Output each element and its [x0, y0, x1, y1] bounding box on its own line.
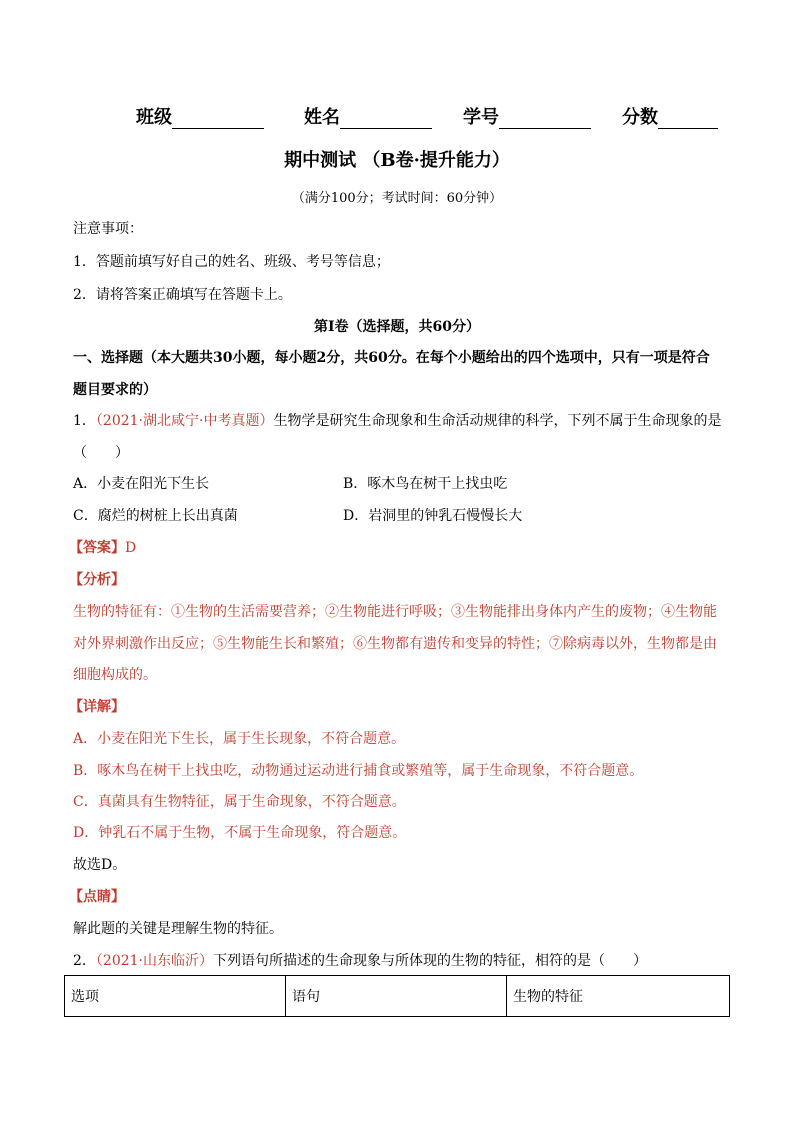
- name-blank[interactable]: [340, 110, 432, 129]
- question-source: （2021·湖北咸宁·中考真题）: [95, 413, 274, 429]
- tip-text: 解此题的关键是理解生物的特征。: [73, 921, 283, 937]
- option-b[interactable]: B．啄木鸟在树干上找虫吃: [343, 476, 508, 492]
- detail-label: 【详解】: [69, 699, 125, 715]
- note-item: 1．答题前填写好自己的姓名、班级、考号等信息；: [73, 254, 390, 270]
- class-blank[interactable]: [172, 110, 264, 129]
- class-field: [136, 103, 264, 129]
- question-text: 下列语句所描述的生命现象与所体现的生物的特征，相符的是（ ）: [213, 953, 648, 969]
- table-header-row: [65, 976, 730, 1017]
- question-number: 1．: [73, 413, 96, 429]
- question-1-stem: [73, 410, 721, 430]
- question-2-stem: [73, 950, 647, 970]
- detail-conclusion: 故选D。: [73, 857, 127, 873]
- section-title: 第I卷（选择题，共60分）: [313, 319, 481, 335]
- table-header-option: 选项: [65, 976, 286, 1017]
- table-header-feature: 生物的特征: [507, 976, 730, 1017]
- detail-text: B．啄木鸟在树干上找虫吃，动物通过运动进行捕食或繁殖等，属于生命现象，不符合题意。: [73, 763, 644, 779]
- analysis-text: 细胞构成的。: [73, 667, 157, 683]
- option-d[interactable]: D．岩洞里的钟乳石慢慢长大: [343, 508, 523, 524]
- student-id-blank[interactable]: [499, 110, 591, 129]
- question-text: 生物学是研究生命现象和生命活动规律的科学，下列不属于生命现象的是: [273, 413, 722, 429]
- detail-text: A．小麦在阳光下生长，属于生长现象，不符合题意。: [73, 731, 406, 747]
- name-field: [304, 103, 432, 129]
- option-a[interactable]: A．小麦在阳光下生长: [73, 476, 210, 492]
- name-label: 姓名: [304, 107, 340, 128]
- question-2-table: [64, 975, 730, 1017]
- score-label: 分数: [622, 107, 658, 128]
- student-id-field: [463, 103, 591, 129]
- answer-paren: （ ）: [73, 445, 129, 461]
- score-blank[interactable]: [658, 110, 718, 129]
- option-c[interactable]: C．腐烂的树桩上长出真菌: [73, 508, 238, 524]
- question-number: 2．: [73, 953, 96, 969]
- answer-label: 【答案】: [69, 540, 125, 556]
- analysis-label: 【分析】: [69, 572, 125, 588]
- tip-label: 【点睛】: [69, 889, 125, 905]
- answer-value: D: [125, 540, 137, 556]
- score-field: [622, 103, 718, 129]
- page-title: 期中测试 （B卷·提升能力）: [284, 150, 510, 171]
- notes-heading: 注意事项：: [73, 221, 143, 237]
- part-heading-cont: 题目要求的）: [73, 382, 157, 398]
- detail-text: C．真菌具有生物特征，属于生命现象，不符合题意。: [73, 794, 406, 810]
- detail-text: D．钟乳石不属于生物，不属于生命现象，符合题意。: [73, 825, 407, 841]
- analysis-text: 生物的特征有：①生物的生活需要营养；②生物能进行呼吸；③生物能排出身体内产生的废物；④生物能: [73, 604, 717, 620]
- table-header-sentence: 语句: [286, 976, 507, 1017]
- note-item: 2．请将答案正确填写在答题卡上。: [73, 287, 292, 303]
- student-id-label: 学号: [463, 107, 499, 128]
- page-subtitle: （满分100分；考试时间：60分钟）: [291, 191, 503, 206]
- part-heading: 一、选择题（本大题共30小题，每小题2分，共60分。在每个小题给出的四个选项中，只有一项是符合: [73, 350, 710, 366]
- analysis-text: 对外界刺激作出反应；⑤生物能生长和繁殖；⑥生物都有遗传和变异的特性；⑦除病毒以外，生物都是由: [73, 636, 717, 652]
- answer-line: [69, 537, 136, 557]
- question-source: （2021·山东临沂）: [95, 953, 214, 969]
- class-label: 班级: [136, 107, 172, 128]
